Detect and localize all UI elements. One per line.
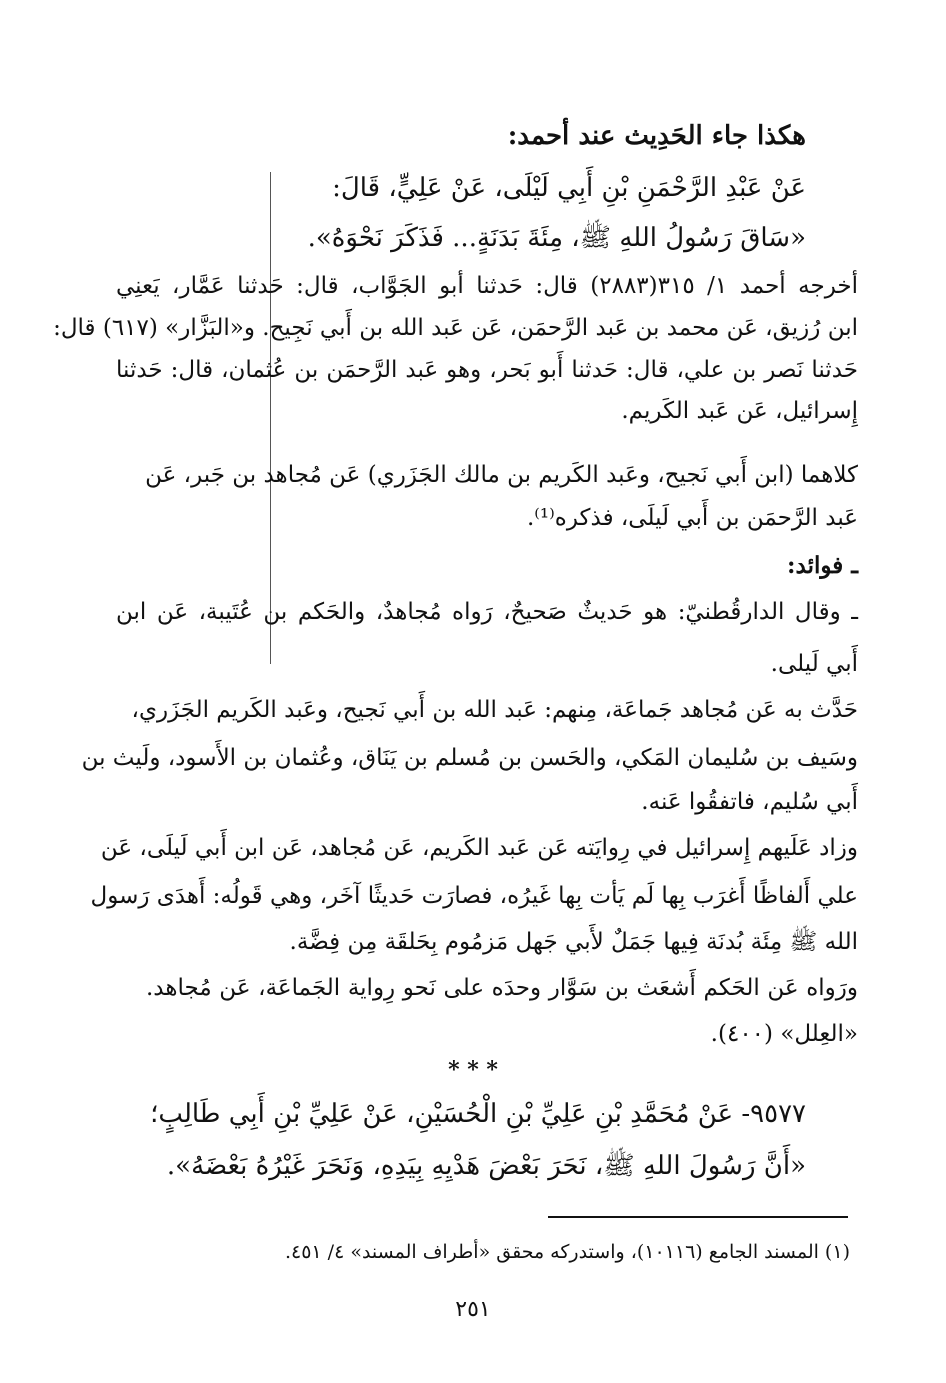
intro-heading: هكذا جاء الحَدِيث عند أحمد: [507,121,806,151]
footnote-1: (١) المسند الجامع (١٠١١٦)، واستدركه محقق «أطراف المسند» ٤/ ٤٥١. [284,1241,850,1263]
takhrij-line-4: إِسرائيل، عَن عَبد الكَريم. [621,398,858,424]
both-line-2: عَبد الرَّحمَن بن أَبي لَيلَى، فذكره⁽¹⁾. [526,505,858,531]
both-line-1: كلاهما (ابن أَبي نَجيح، وعَبد الكَريم بن مالك الجَزَري) عَن مُجاهد بن جَبر، عَن [145,462,858,488]
page-number: ٢٥١ [455,1297,491,1322]
hadith-chain: عَنْ عَبْدِ الرَّحْمَنِ بْنِ أَبِي لَيْلَى، عَنْ عَلِيٍّ، قَالَ: [332,173,806,203]
takhrij-line-1: أخرجه أحمد ١/ ٣١٥(٢٨٨٣) قال: حَدثنا أبو الجَوَّاب، قال: حَدثنا عَمَّار، يَعنِي [116,273,858,299]
narrated-line-3: أَبي سُليم، فاتفقُوا عَنه. [641,789,858,815]
israil-line-1: وزاد عَلَيهم إِسرائيل في رِوايَته عَن عَبد الكَريم، عَن مُجاهد، عَن ابن أَبي لَيلَى، عَن [100,835,858,861]
hadith-9577-chain: ٩٥٧٧- عَنْ مُحَمَّدِ بْنِ عَلِيِّ بْنِ الْحُسَيْنِ، عَنْ عَلِيِّ بْنِ أَبِي طَالِبٍ؛ [150,1099,806,1129]
israil-line-3: الله ﷺ مِئَة بُدنَة فِيها جَمَلٌ لأَبي جَهل مَزمُوم بِحَلقَة مِن فِضَّة. [289,929,858,955]
ashath-line-1: ورَواه عَن الحَكم أَشعَث بن سَوَّار وحدَه على نَحو رِواية الجَماعَة، عَن مُجاهد. [146,975,858,1001]
footnote-rule [548,1216,848,1218]
hadith-text: «سَاقَ رَسُولُ اللهِ ﷺ، مِئَةَ بَدَنَةٍ... فَذَكَرَ نَحْوَهُ». [307,223,806,253]
israil-line-2: علي أَلفاظًا أَغرَب بِها لَم يَأت بِها غَيرُه، فصارَت حَديثًا آخَر، وهي قَولُه: أَهدَى رَسول [90,883,858,909]
narrated-line-2: وسَيف بن سُليمان المَكي، والحَسن بن مُسلم بن يَنَاق، وعُثمان بن الأَسود، ولَيث بن [81,745,858,771]
narrated-line-1: حَدَّث به عَن مُجاهد جَماعَة، مِنهم: عَبد الله بن أَبي نَجيح، وعَبد الكَريم الجَزَري، [131,697,858,723]
daraqutni-line-1: ـ وقال الدارقُطنيّ: هو حَديثٌ صَحيحٌ، رَواه مُجاهدٌ، والحَكم بن عُتَيبة، عَن ابن [116,599,858,625]
hadith-9577-text: «أَنَّ رَسُولَ اللهِ ﷺ، نَحَرَ بَعْضَ هَدْيِهِ بِيَدِهِ، وَنَحَرَ غَيْرُهُ بَعْضَهُ». [166,1151,806,1181]
scan-fold-line [270,172,271,664]
benefits-heading: ـ فوائد: [787,552,858,579]
takhrij-line-2: ابن رُزيق، عَن محمد بن عَبد الرَّحمَن، عَن عَبد الله بن أَبي نَجِيح. و«البَزَّار» (٦١٧) قال: [53,315,858,341]
ilal-reference: «العِلل» (٤٠٠). [710,1021,858,1047]
section-separator: * * * [448,1057,498,1083]
takhrij-line-3: حَدثنا نَصر بن علي، قال: حَدثنا أَبو بَحر، وهو عَبد الرَّحمَن بن عُثمان، قال: حَدثنا [116,357,858,383]
daraqutni-line-2: أَبي لَيلى. [770,651,858,677]
